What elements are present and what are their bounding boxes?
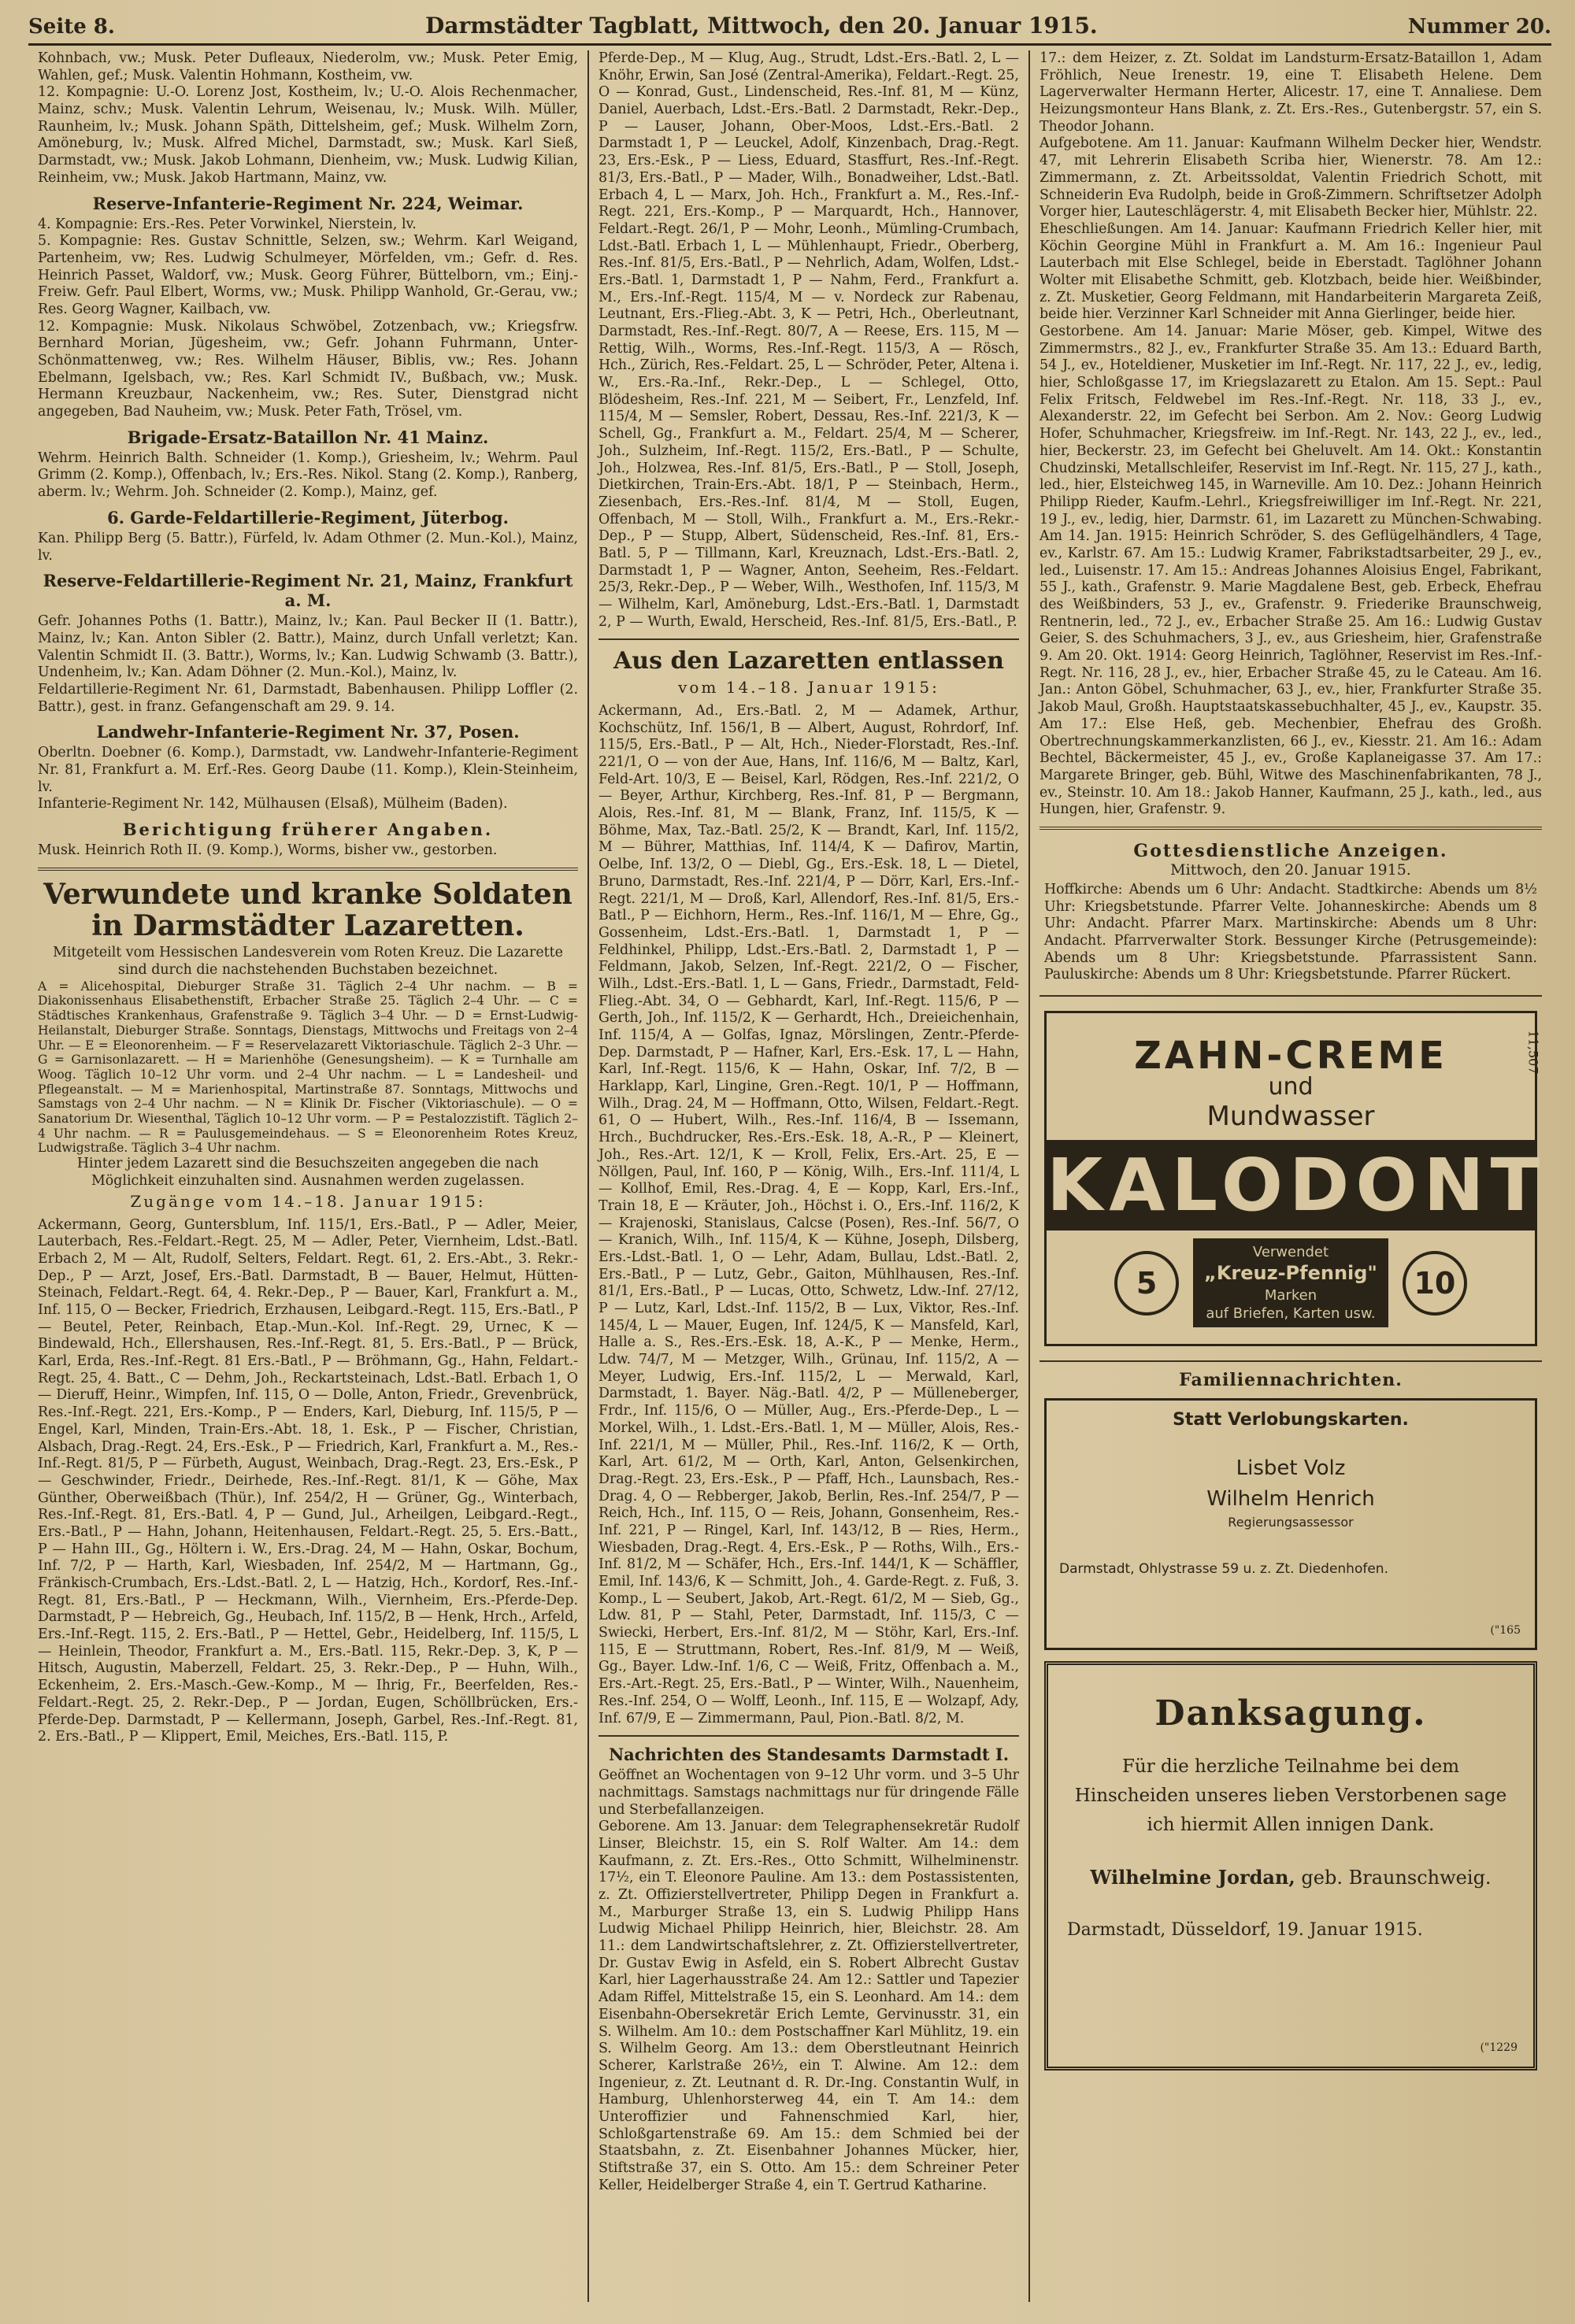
visiting-notice: Hinter jedem Lazarett sind die Besuchszeiten angegeben die nach Möglichkeit einzuhalten sind. Ausnahmen werden zugelassen. bbox=[76, 1156, 539, 1189]
masthead bbox=[28, 13, 1551, 46]
divider bbox=[598, 1735, 1019, 1737]
regiment-heading: Reserve-Feldartillerie-Regiment Nr. 21, Mainz, Frankfurt a. M. bbox=[43, 571, 573, 611]
church-date: Mittwoch, den 20. Januar 1915. bbox=[1170, 860, 1411, 879]
registry-hours: Geöffnet an Wochentagen von 9–12 Uhr vorm. und 3–5 Uhr nachmittags. Samstags nachmittags nur für dringende Fälle und Sterbefallanzeigen. bbox=[598, 1767, 1019, 1818]
engagement-name-2: Wilhelm Henrich bbox=[1206, 1487, 1375, 1512]
thanks-notice bbox=[1044, 1661, 1537, 2071]
section-title bbox=[38, 879, 578, 942]
ad-brand: KALODONT bbox=[1047, 1140, 1535, 1230]
ad-stamp-box bbox=[1193, 1238, 1388, 1327]
ad-reference: 11,507 bbox=[1525, 1030, 1541, 1075]
text-block: Musk. Heinrich Roth II. (9. Komp.), Worms, bisher vw., gestorben. bbox=[38, 842, 498, 859]
ad-box-line1: Verwendet bbox=[1252, 1244, 1329, 1261]
ad-box-line4: auf Briefen, Karten usw. bbox=[1206, 1305, 1376, 1323]
ad-box-line2: „Kreuz-Pfennig" bbox=[1204, 1262, 1377, 1285]
engagement-role: Regierungsassessor bbox=[1228, 1515, 1354, 1530]
thanks-signer-rest: geb. Braunschweig. bbox=[1301, 1867, 1492, 1889]
thanks-signer: Wilhelmine Jordan, bbox=[1090, 1866, 1295, 1889]
text-block: 5. Kompagnie: Res. Gustav Schnittle, Selzen, sw.; Wehrm. Karl Weigand, Partenheim, vw; Res. Ludwig Schulmeyer, Mörfelden, vm.; Gefr. d. Res. Heinrich Passet, Waldorf, vw.; Musk. Georg Führer, Büttelborn, vm.; Einj.-Freiw. Gefr. Paul Elbert, Worms, vw.; Musk. Philipp Wanhold, Gr.-Gerau, vw.; Res. Georg Wagner, Kailbach, vw. bbox=[38, 233, 578, 317]
text-block: Kohnbach, vw.; Musk. Peter Dufleaux, Niederolm, vw.; Musk. Peter Emig, Wahlen, gef.; Musk. Valentin Hohmann, Kostheim, vw. bbox=[38, 50, 578, 83]
issue-number: Nummer 20. bbox=[1407, 15, 1551, 39]
discharged-list: Ackermann, Ad., Ers.-Batl. 2, M — Adamek, Arthur, Kochschütz, Inf. 156/1, B — Albert, August, Rohrdorf, Inf. 115/5, Ers.-Batl., P — Alt, Hch., Nieder-Florstadt, Res.-Inf. 221/1, O — von der Aue, Hans, Inf. 116/6, M — Baltz, Karl, Feld-Art. 10/3, E — Beisel, Karl, Rödgen, Res.-Inf. 221/2, O — Beyer, Arthur, Kirchberg, Res.-Inf. 81, P — Bergmann, Alois, Res.-Inf. 81, M — Blank, Franz, Inf. 115/5, K — Böhme, Max, Taz.-Batl. 25/2, K — Brandt, Karl, Inf. 115/2, M — Bührer, Matthias, Inf. 114/4, K — Dafirov, Martin, Oelbe, Inf. 13/2, O — Diebl, Gg., Ers.-Esk. 18, L — Dietel, Bruno, Darmstadt, Res.-Inf. 221/4, P — Dörr, Karl, Ers.-Inf.-Regt. 221/1, M — Droß, Karl, Allendorf, Res.-Inf. 81/5, Ers.-Batl., P — Eichhorn, Herm., Res.-Inf. 116/1, M — Ehre, Gg., Gossenheim, Ldst.-Ers.-Batl. 1, Darmstadt 1, P — Feldhinkel, Philipp, Ldst.-Ers.-Batl. 2, Darmstadt 1, P — Feldmann, Jakob, Selzen, Inf.-Regt. 221/2, O — Fischer, Wilh., Ldst.-Ers.-Batl. 1, L — Gans, Friedr., Darmstadt, Feld-Flieg.-Abt. 34, O — Gebhardt, Karl, Inf.-Regt. 115/6, P — Gerth, Joh., Inf. 115/2, K — Gerhardt, Hch., Dreieichenhain, Inf. 115/4, A — Golfas, Ignaz, Mörslingen, Zentr.-Pferde-Dep. Darmstadt, P — Hafner, Karl, Ers.-Esk. 17, L — Hahn, Karl, Inf.-Regt. 115/6, K — Hahn, Oskar, Inf. 7/2, B — Harklapp, Karl, Lingine, Gren.-Regt. 10/1, P — Hoffmann, Wilh., Drag. 24, M — Hoffmann, Otto, Wilsen, Feldart.-Regt. 61, O — Hubert, Wilh., Res.-Inf. 116/4, B — Issemann, Hrch., Buchdrucker, Res.-Ers.-Esk. 18, A.-R., P — Kleinert, Joh., Res.-Art. 12/1, K — Kroll, Felix, Ers.-Art. 25, E — Nöllgen, Paul, Inf. 160, P — König, Wilh., Ers.-Inf. 111/4, L — Kollhof, Emil, Res.-Drag. 4, E — Kopp, Karl, Ers.-Inf., Train 18, E — Kräuter, Joh., Höchst i. O., Ers.-Inf. 116/2, K — Krajenoski, Stanislaus, Calcse (Posen), Res.-Inf. 56/7, O — Kranich, Wilh., Inf. 115/4, K — Kühne, Joseph, Dilsberg, Ers.-Ldst.-Batl. 1, O — Lehr, Adam, Bullau, Ldst.-Batl. 2, Ers.-Batl., P — Lutz, Gebr., Gaiton, Mühlhausen, Res.-Inf. 81/1, Ers.-Batl., P — Lucas, Otto, Schwetz, Ldw.-Inf. 27/12, P — Lutz, Karl, Ldst.-Inf. 115/2, B — Lux, Viktor, Res.-Inf. 145/4, L — Mauer, Eugen, Inf. 124/5, K — Mansfeld, Karl, Halle a. S., Res.-Ers.-Esk. 18, A.-K., P — Menke, Herm., Ldw. 74/7, M — Metzger, Wilh., Grünau, Inf. 115/2, A — Meyer, Ludwig, Ers.-Inf. 115/2, L — Merwald, Karl, Darmstadt, 1. Bayer. Näg.-Batl. 4/2, P — Mülleneberger, Frdr., Inf. 115/6, O — Müller, Aug., Ers.-Pferde-Dep., L — Morkel, Wilh., 1. Ldst.-Ers.-Batl. 1, M — Müller, Alois, Res.-Inf. 221/1, M — Müller, Phil., Res.-Inf. 116/2, K — Orth, Karl, Art. 61/2, M — Orth, Karl, Anton, Gelsenkirchen, Drag.-Regt. 23, Ers.-Esk., P — Pfaff, Hch., Launsbach, Res.-Drag. 4, O — Rebberger, Jakob, Berlin, Res.-Inf. 254/7, P — Reich, Hch., Inf. 115, O — Reis, Johann, Gonsenheim, Res.-Inf. 221, P — Ringel, Karl, Inf. 143/12, B — Ries, Herm., Wiesbaden, Drag.-Regt. 4, Ers.-Esk., P — Roths, Wilh., Ers.-Inf. 81/2, M — Schäfer, Hch., Ers.-Inf. 144/1, K — Schäffler, Emil, Inf. 143/6, K — Schmitt, Joh., 4. Garde-Regt. z. Fuß, 3. Komp., L — Seubert, Jakob, Art.-Regt. 61/2, M — Sieb, Gg., Ldw. 81, P — Stahl, Peter, Darmstadt, Inf. 115/3, C — Swiecki, Herbert, Ers.-Inf. 81/2, M — Stöhr, Karl, Ers.-Inf. 115, E — Struttmann, Robert, Res.-Inf. 81/9, M — Weiß, Gg., Bayer. Ldw.-Inf. 1/6, C — Weiß, Fritz, Offenbach a. M., Ers.-Art.-Regt. 25, Ers.-Batl., P — Winter, Wilh., Nauenheim, Res.-Inf. 254, O — Wolff, Leonh., Inf. 115, E — Wolzapf, Ady, Inf. 67/9, E — Zimmermann, Paul, Pion.-Batl. 8/2, M. bbox=[598, 702, 1019, 1726]
divider bbox=[1040, 1360, 1542, 1362]
church-title: Gottesdienstliche Anzeigen. bbox=[1133, 840, 1448, 861]
thanks-body: Für die herzliche Teilnahme bei dem Hinscheiden unseres lieben Verstorbenen sage ich hiermit Allen innigen Dank. bbox=[1074, 1756, 1507, 1835]
family-notices-title: Familiennachrichten. bbox=[1179, 1370, 1403, 1391]
correction-heading: Berichtigung früherer Angaben. bbox=[122, 820, 494, 840]
discharged-date: vom 14.–18. Januar 1915: bbox=[678, 677, 939, 697]
discharged-title: Aus den Lazaretten entlassen bbox=[613, 647, 1004, 675]
column-1 bbox=[28, 50, 587, 2302]
engagement-name-1: Lisbet Volz bbox=[1236, 1456, 1346, 1481]
hospital-legend: A = Alicehospital, Dieburger Straße 31. Täglich 2–4 Uhr nachm. — B = Diakonissenhaus Elisabethenstift, Erbacher Straße 25. Täglich 2–4 Uhr. — C = Städtisches Krankenhaus, Grafenstraße 9. Täglich 3–4 Uhr. — D = Ernst-Ludwig-Heilanstalt, Dieburger Straße. Sonntags, Dienstags, Mittwochs und Freitags von 2–4 Uhr. — E = Eleonorenheim. — F = Reservelazarett Viktoriaschule. Täglich 2–3 Uhr. — G = Garnisonlazarett. — H = Marienhöhe (Genesungsheim). — K = Turnhalle am Woog. Täglich 10–12 Uhr vorm. und 2–4 Uhr nachm. — L = Landesheil- und Pflegeanstalt. — M = Marienhospital, Martinstraße 87. Sonntags, Mittwochs und Samstags von 2–4 Uhr nachm. — N = Klinik Dr. Fischer (Viktoriaschule). — O = Sanatorium Dr. Wiesenthal, Täglich 10–12 Uhr vorm. — P = Pestalozzistift. Täglich 2–4 Uhr nachm. — R = Paulusgemeindehaus. — S = Eleonorenheim Rotes Kreuz, Ludwigstraße. Täglich 3–4 Uhr nachm. bbox=[38, 979, 578, 1156]
thanks-signature bbox=[1067, 1866, 1514, 1889]
text-block: Wehrm. Heinrich Balth. Schneider (1. Komp.), Griesheim, lv.; Wehrm. Paul Grimm (2. Komp.), Offenbach, lv.; Ers.-Res. Nikol. Stang (2. Komp.), Ranberg, aberm. lv.; Wehrm. Joh. Schneider (2. Komp.), Mainz, gef. bbox=[38, 450, 578, 501]
ad-arc-text: ZAHN-CREME bbox=[1134, 1034, 1447, 1079]
engagement-heading: Statt Verlobungskarten. bbox=[1173, 1410, 1409, 1430]
births-continued: 17.: dem Heizer, z. Zt. Soldat im Landsturm-Ersatz-Bataillon 1, Adam Fröhlich, Neue Irenestr. 19, eine T. Elisabeth Helene. Dem Lagerverwalter Hermann Herter, Alicestr. 17, eine T. Annaliese. Dem Heizungsmonteur Hans Blank, z. Zt. Ers.-Res., Gutenbergstr. 57, ein S. Theodor Johann. bbox=[1040, 50, 1542, 135]
columns bbox=[28, 50, 1551, 2302]
section-intro: Mitgeteilt vom Hessischen Landesverein vom Roten Kreuz. Die Lazarette sind durch die nachstehenden Buchstaben bezeichnet. bbox=[53, 945, 563, 979]
admissions-list-continued: Pferde-Dep., M — Klug, Aug., Strudt, Ldst.-Ers.-Batl. 2, L — Knöhr, Erwin, San José (Zentral-Amerika), Feldart.-Regt. 25, O — Konrad, Gust., Lindenscheid, Res.-Inf. 81, M — Künz, Daniel, Auerbach, Ldst.-Ers.-Batl. 2 Darmstadt, Rekr.-Dep., P — Lauser, Johann, Ober-Moos, Ldst.-Ers.-Batl. 2 Darmstadt 1, P — Leuckel, Adolf, Kinzenbach, Drag.-Regt. 23, Ers.-Esk., P — Liess, Eduard, Stasffurt, Res.-Inf.-Regt. 81/3, Ers.-Batl., P — Mader, Wilh., Bonadweiher, Ldst.-Batl. Erbach 4, L — Marx, Joh. Hch., Frankfurt a. M., Res.-Inf.-Regt. 221, Ers.-Komp., P — Marquardt, Hch., Hannover, Feldart.-Regt. 26/1, P — Mohr, Leonh., Mümling-Crumbach, Ldst.-Batl. Erbach 1, L — Mühlenhaupt, Friedr., Oberberg, Res.-Inf. 81/5, Ers.-Batl., P — Nehrlich, Adam, Wolfen, Ldst.-Ers.-Batl. 1, Darmstadt 1, P — Nahm, Ferd., Frankfurt a. M., Ers.-Inf.-Regt. 115/4, M — v. Nordeck zur Rabenau, Leutnant, Ers.-Flieg.-Abt. 3, K — Petri, Hch., Oberleutnant, Darmstadt, Res.-Inf.-Regt. 80/7, A — Reese, Ers. 115, M — Rettig, Wilh., Worms, Res.-Inf.-Regt. 115/3, A — Rösch, Hch., Zürich, Res.-Feldart. 25, L — Schröder, Peter, Altena i. W., Ers.-Ra.-Inf., Rekr.-Dep., L — Schlegel, Otto, Blödesheim, Res.-Inf. 221, M — Seibert, Fr., Lenzfeld, Inf. 115/4, M — Semsler, Robert, Dessau, Res.-Inf. 221/3, K — Schell, Gg., Frankfurt a. M., Feldart. 25/4, M — Scherer, Joh., Sulzheim, Inf.-Regt. 115/2, Ers.-Batl., P — Schulte, Joh., Holzwea, Res.-Inf. 81/5, Ers.-Batl., P — Stoll, Joseph, Dietkirchen, Train-Ers.-Abt. 18/1, P — Steinbach, Herm., Ziesenbach, Ers.-Res.-Inf. 81/4, M — Stoll, Eugen, Offenbach, M — Stoll, Wilh., Frankfurt a. M., Ers.-Rekr.-Dep., P — Stupp, Albert, Südenscheid, Res.-Inf. 81, Ers.-Batl. 5, P — Tillmann, Karl, Kreuznach, Ldst.-Ers.-Batl. 2, Darmstadt 1, P — Wagner, Anton, Seeheim, Res.-Feldart. 25/3, Rekr.-Dep., P — Weber, Wilh., Westhofen, Inf. 115/3, M — Wilhelm, Karl, Amöneburg, Ldst.-Ers.-Batl. 1, Darmstadt 2, P — Wurth, Ewald, Herscheid, Res.-Inf. 81/5, Ers.-Batl., P. bbox=[598, 50, 1019, 630]
section-title-line-2: in Darmstädter Lazaretten. bbox=[91, 909, 524, 943]
column-2 bbox=[587, 50, 1028, 2302]
ad-box-line3: Marken bbox=[1264, 1286, 1317, 1304]
divider bbox=[598, 638, 1019, 640]
thanks-heading: Danksagung. bbox=[1154, 1693, 1427, 1734]
church-services: Hoffkirche: Abends um 6 Uhr: Andacht. Stadtkirche: Abends um 8½ Uhr: Kriegsbetstunde. Pfarrer Velte. Johanneskirche: Abends um 8 Uhr: Andacht. Pfarrer Marx. Martinskirche: Abends um 8 Uhr: Andacht. Pfarrverwalter Stork. Bessunger Kirche (Petrusgemeinde): Abends um 8 Uhr: Kriegsbetstunde. Pfarrassistent Sann. Pauluskirche: Abends um 8 Uhr: Kriegsbetstunde. Pfarrer Rückert. bbox=[1044, 881, 1537, 983]
engagement-notice bbox=[1044, 1398, 1537, 1650]
divider bbox=[38, 868, 578, 871]
ad-mundwasser: Mundwasser bbox=[1206, 1101, 1375, 1133]
text-block: Kan. Philipp Berg (5. Battr.), Fürfeld, lv. Adam Othmer (2. Mun.-Kol.), Mainz, lv. bbox=[38, 530, 578, 564]
text-block: Oberltn. Doebner (6. Komp.), Darmstadt, vw. Landwehr-Infanterie-Regiment Nr. 81, Frankfurt a. M. Erf.-Res. Georg Daube (11. Komp.), Klein-Steinheim, lv. bbox=[38, 745, 578, 795]
page-number: Seite 8. bbox=[28, 15, 115, 39]
newspaper-title: Darmstädter Tagblatt, Mittwoch, den 20. Januar 1915. bbox=[425, 13, 1098, 39]
stamp-10-icon: 10 bbox=[1403, 1251, 1467, 1316]
thanks-place-date: Darmstadt, Düsseldorf, 19. Januar 1915. bbox=[1067, 1920, 1423, 1941]
regiment-heading: Brigade-Ersatz-Bataillon Nr. 41 Mainz. bbox=[127, 427, 489, 447]
divider bbox=[1040, 827, 1542, 830]
text-block: Feldartillerie-Regiment Nr. 61, Darmstadt, Babenhausen. Philipp Loffler (2. Battr.), gest. in franz. Gefangenschaft am 29. 9. 14. bbox=[38, 681, 578, 715]
text-block: 12. Kompagnie: Musk. Nikolaus Schwöbel, Zotzenbach, vw.; Kriegsfrw. Bernhard Morian, Jügesheim, vw.; Gefr. Johann Fuhrmann, Unter-Schönmattenweg, vw.; Res. Wilhelm Häuser, Biblis, vw.; Res. Johann Ebelmann, Igelsbach, vw.; Res. Karl Schmidt IV., Bußbach, vw.; Musk. Hermann Kreuzbaur, Nackenheim, vw.; Res. Suter, Dienstgrad nicht angegeben, Bad Nauheim, vw.; Musk. Peter Fath, Trösel, vm. bbox=[38, 318, 578, 420]
divider bbox=[1040, 995, 1542, 997]
births-list: Geborene. Am 13. Januar: dem Telegraphensekretär Rudolf Linser, Bleichstr. 15, ein S. Rolf Walter. Am 14.: dem Kaufmann, z. Zt. Ers.-Res., Otto Schmitt, Wilhelminenstr. 17½, ein T. Eleonore Pauline. Am 13.: dem Postassistenten, z. Zt. Offizierstellvertreter, Philipp Degen in Frankfurt a. M., Marburger Straße 13, ein S. Ludwig Philipp Hans Ludwig Michael Philipp Heinrich, hier, Bleichstr. 28. Am 11.: dem Landwirtschaftslehrer, z. Zt. Offizierstellvertreter, Dr. Gustav Ewig in Asfeld, ein S. Robert Albrecht Gustav Karl, hier Lagerhausstraße 24. Am 12.: Sattler und Tapezier Adam Riffel, Mittelstraße 15, ein S. Leonhard. Am 14.: dem Eisenbahn-Obersekretär Erich Lemte, Gervinusstr. 31, ein S. Wilhelm. Am 10.: dem Postschaffner Karl Mühlitz, 19. ein S. Wilhelm Georg. Am 13.: dem Oberstleutnant Heinrich Scherer, Karlstraße 26½, ein T. Alwine. Am 12.: dem Ingenieur, z. Zt. Leutnant d. R. Dr.-Ing. Constantin Wulf, in Hamburg, Uhlenhorsterweg 44, ein T. Am 14.: dem Unteroffizier und Fahnenschmied Karl, hier, Schloßgartenstraße 69. Am 15.: dem Schmied bei der Staatsbahn, z. Zt. Eisenbahner Johannes Mücker, hier, Stiftstraße 37, ein S. Otto. Am 15.: dem Schreiner Peter Keller, Heidelberger Straße 4, ein T. Gertrud Katharine. bbox=[598, 1819, 1019, 2193]
thanks-ref: ("1229 bbox=[1480, 2041, 1518, 2055]
banns-list: Aufgebotene. Am 11. Januar: Kaufmann Wilhelm Decker hier, Wendstr. 47, mit Lehrerin Elisabeth Scriba hier, Wienerstr. 78. Am 12.: Zimmermann, z. Zt. Arbeitssoldat, Valentin Friedrich Schott, mit Schneiderin Eva Rudolph, beide in Groß-Zimmern. Schriftsetzer Adolph Vorger hier, Lauteschlägerstr. 4, mit Elisabeth Becker hier, Mühlstr. 22. bbox=[1040, 135, 1542, 220]
engagement-address: Darmstadt, Ohlystrasse 59 u. z. Zt. Diedenhofen. bbox=[1059, 1561, 1388, 1578]
deaths-list: Gestorbene. Am 14. Januar: Marie Möser, geb. Kimpel, Witwe des Zimmermstrs., 82 J., ev., Frankfurter Straße 35. Am 13.: Eduard Barth, 54 J., ev., Hoteldiener, Musketier im Inf.-Regt. Nr. 117, 22 J., ev., ledig, hier, Schloßgasse 17, im Kriegslazarett zu Etalon. Am 15. Sept.: Paul Felix Fritsch, Feldwebel im Res.-Inf.-Regt. Nr. 118, 33 J., ev., Alexanderstr. 22, im Gefecht bei Serbon. Am 2. Nov.: Georg Ludwig Hofer, Schuhmacher, Kriegsfreiw. im Inf.-Regt. Nr. 143, 22 J., ev., led., hier, Beckerstr. 23, im Gefecht bei Gheluvelt. Am 14. Okt.: Konstantin Chudzinski, Metallschleifer, Reservist im Inf.-Regt. Nr. 115, 27 J., kath., led., hier, Elsteichweg 145, in Warneville. Am 10. Dez.: Johann Heinrich Philipp Rieder, Kaufm.-Lehrl., Kriegsfreiwilliger im Inf.-Regt. Nr. 221, 19 J., ev., ledig, hier, Darmstr. 61, im Lazarett zu München-Schwabing. Am 14. Jan. 1915: Heinrich Schröder, S. des Geflügelhändlers, 4 Tage, ev., Karlstr. 67. Am 15.: Ludwig Kramer, Fabrikstadtsarbeiter, 29 J., ev., led., Luisenstr. 17. Am 15.: Andreas Johannes Aloisius Engel, Fabrikant, 55 J., kath., Grafenstr. 9. Marie Magdalene Best, geb. Erbeck, Ehefrau des Weißbinders, 53 J., ev., Grafenstr. 9. Friederike Braunschweig, Rentnerin, led., 72 J., ev., Erbacher Straße 25. Am 16.: Ludwig Gustav Geier, S. des Schuhmachers, 3 J., ev., aus Griesheim, hier, Grafenstraße 9. Am 20. Okt. 1914: Georg Heinrich, Taglöhner, Reservist im Res.-Inf.-Regt. Nr. 116, 28 J., ev., hier, Erbacher Straße 45, zu le Cateau. Am 16. Jan.: Anton Göbel, Schuhmacher, 63 J., ev., hier, Frankfurter Straße 35. Jakob Maul, Großh. Hauptstaatskassebuchhalter, 45 J., ev., Kaupstr. 35. Am 17.: Else Heß, geb. Mechenbier, Ehefrau des Großh. Obertrechnungskammerkanzlisten, 66 J., ev., Kiesstr. 21. Am 16.: Adam Bechtel, Bäckermeister, 45 J., ev., Große Kaplaneigasse 37. Am 17.: Margarete Bringer, geb. Bühl, Witwe des Maschinenfabrikanten, 78 J., ev., Steinstr. 10. Am 18.: Jakob Hanner, Kaufmann, 25 J., kath., led., aus Hungen, hier, Grafenstr. 9. bbox=[1040, 324, 1542, 818]
regiment-heading: 6. Garde-Feldartillerie-Regiment, Jüterbog. bbox=[107, 507, 509, 527]
registry-title: Nachrichten des Standesamts Darmstadt I. bbox=[608, 1745, 1010, 1765]
text-block: Infanterie-Regiment Nr. 142, Mülhausen (Elsaß), Mülheim (Baden). bbox=[38, 796, 508, 812]
text-block: Gefr. Johannes Poths (1. Battr.), Mainz, lv.; Kan. Paul Becker II (1. Battr.), Mainz, lv.; Kan. Anton Sibler (2. Battr.), Mainz, durch Unfall verletzt; Kan. Valentin Schmidt II. (3. Battr.), Worms, lv.; Kan. Ludwig Schwamb (3. Battr.), Undenheim, lv.; Kan. Adam Döhner (2. Mun.-Kol.), Mainz, lv. bbox=[38, 613, 578, 681]
admissions-heading: Zugänge vom 14.–18. Januar 1915: bbox=[130, 1191, 486, 1211]
text-block: 12. Kompagnie: U.-O. Lorenz Jost, Kostheim, lv.; U.-O. Alois Rechenmacher, Mainz, schv.; Musk. Valentin Lehrum, Weisenau, lv.; Musk. Wilh. Müller, Raunheim, lv.; Musk. Johann Späth, Dittelsheim, gef.; Musk. Wilhelm Zorn, Amöneburg, lv.; Musk. Alfred Michel, Darmstadt, sw.; Musk. Karl Sieß, Darmstadt, vw.; Musk. Jakob Lohmann, Dienheim, vw.; Musk. Ludwig Kilian, Reinheim, vw.; Musk. Jakob Hartmann, Mainz, vw. bbox=[38, 84, 578, 186]
text-block: 4. Kompagnie: Ers.-Res. Peter Vorwinkel, Nierstein, lv. bbox=[38, 216, 417, 232]
regiment-heading: Reserve-Infanterie-Regiment Nr. 224, Weimar. bbox=[92, 193, 524, 213]
marriages-list: Eheschließungen. Am 14. Januar: Kaufmann Friedrich Keller hier, mit Köchin Georgine Mühl in Frankfurt a. M. Am 16.: Ingenieur Paul Lauterbach mit Else Schlegel, beide in Eberstadt. Taglöhner Johann Wolter mit Elisabethe Schmitt, geb. Klotzbach, beide hier. Weißbinder, z. Zt. Musketier, Georg Feldmann, mit Handarbeiterin Margareta Zeiß, beide hier. Verzinner Karl Schneider mit Anna Gierlinger, beide hier. bbox=[1040, 220, 1542, 323]
stamp-5-icon: 5 bbox=[1114, 1251, 1179, 1316]
section-title-line-1: Verwundete und kranke Soldaten bbox=[43, 877, 573, 911]
kalodont-advertisement bbox=[1044, 1011, 1547, 1346]
regiment-heading: Landwehr-Infanterie-Regiment Nr. 37, Posen. bbox=[96, 722, 520, 742]
church-notices bbox=[1040, 838, 1542, 987]
admissions-list: Ackermann, Georg, Guntersblum, Inf. 115/1, Ers.-Batl., P — Adler, Meier, Lauterbach, Res.-Feldart.-Regt. 25, M — Adler, Peter, Viernheim, Ldst.-Batl. Erbach 2, M — Alt, Rudolf, Selters, Feldart. Regt. 61, 2. Ers.-Abt., 3. Rekr.-Dep., P — Arzt, Josef, Ers.-Batl. Darmstadt, B — Bauer, Helmut, Hütten-Steinach, Feldart.-Regt. 64, 4. Rekr.-Dep., P — Bauer, Karl, Frankfurt a. M., Inf. 115, O — Becker, Friedrich, Erzhausen, Leibgard.-Regt. 115, Ers.-Batl., P — Beutel, Peter, Reinbach, Etap.-Mun.-Kol. Inf.-Regt. 29, Urnec, K — Bindewald, Hch., Ellershausen, Res.-Inf.-Regt. 81, 5. Ers.-Batl., P — Brück, Karl, Erda, Res.-Inf.-Regt. 81 Ers.-Batl., P — Bröhmann, Gg., Hahn, Feldart.-Regt. 25, 4. Batt., C — Dehm, Joh., Reckartsteinach, Ldst.-Batl. Erbach 1, O — Dieruff, Heinr., Wimpfen, Inf. 115, O — Dolle, Anton, Friedr., Grevenbrück, Res.-Inf.-Regt. 221, Ers.-Komp., P — Enders, Karl, Dieburg, Inf. 115/5, P — Engel, Karl, Minden, Train-Ers.-Abt. 18, 1. Esk., P — Fischer, Christian, Alsbach, Drag.-Regt. 24, Ers.-Esk., P — Friedrich, Karl, Frankfurt a. M., Res.-Inf.-Regt. 81/5, P — Fürbeth, August, Weinbach, Drag.-Regt. 23, Ers.-Esk., P — Geschwinder, Friedr., Deirhede, Res.-Inf.-Regt. 81/1, K — Göhe, Max Günther, Oberweißbach (Thür.), Inf. 254/2, H — Grüner, Gg., Winterbach, Res.-Inf.-Regt. 81, Ers.-Batl. 4, P — Gund, Jul., Arheilgen, Leibgard.-Regt., Ers.-Batl., P — Hahn, Johann, Heitenhausen, Feldart.-Regt. 25, 5. Ers.-Batt., P — Hahn III., Gg., Höltern i. W., Ers.-Drag. 24, M — Hahn, Oskar, Bochum, Inf. 7/2, P — Harth, Karl, Wiesbaden, Inf. 254/2, M — Hartmann, Gg., Fränkisch-Crumbach, Ers.-Ldst.-Batl. 2, L — Hatzig, Hch., Kordorf, Res.-Inf.-Regt. 81, Ers.-Batl., P — Heckmann, Wilh., Viernheim, Ers.-Pferde-Dep. Darmstadt, P — Hebreich, Gg., Heubach, Inf. 115/2, B — Henk, Hrch., Arfeld, Ers.-Inf.-Regt. 115, 2. Ers.-Batl., P — Hettel, Gebr., Heidelberg, Inf. 115/5, L — Heinlein, Theodor, Frankfurt a. M., Ers.-Batl. 115, Rekr.-Dep. 3, K, P — Hitsch, Augustin, Maberzell, Feldart. 25, 3. Rekr.-Dep., P — Huhn, Wilh., Eckenheim, 2. Ers.-Masch.-Gew.-Komp., M — Ihrig, Fr., Beerfelden, Res.-Feldart.-Regt. 25, 2. Rekr.-Dep., P — Jordan, Eugen, Schöllbrücken, Ers.-Pferde-Dep. Darmstadt, P — Kellermann, Joseph, Garbel, Res.-Inf.-Regt. 81, 2. Ers.-Batl., P — Klippert, Emil, Meiches, Ers.-Batl. 115, P. bbox=[38, 1216, 578, 1745]
column-3 bbox=[1028, 50, 1551, 2302]
ad-und: und bbox=[1268, 1073, 1314, 1101]
ad-stamp-row bbox=[1047, 1238, 1535, 1327]
engagement-ref: ("165 bbox=[1490, 1624, 1521, 1638]
